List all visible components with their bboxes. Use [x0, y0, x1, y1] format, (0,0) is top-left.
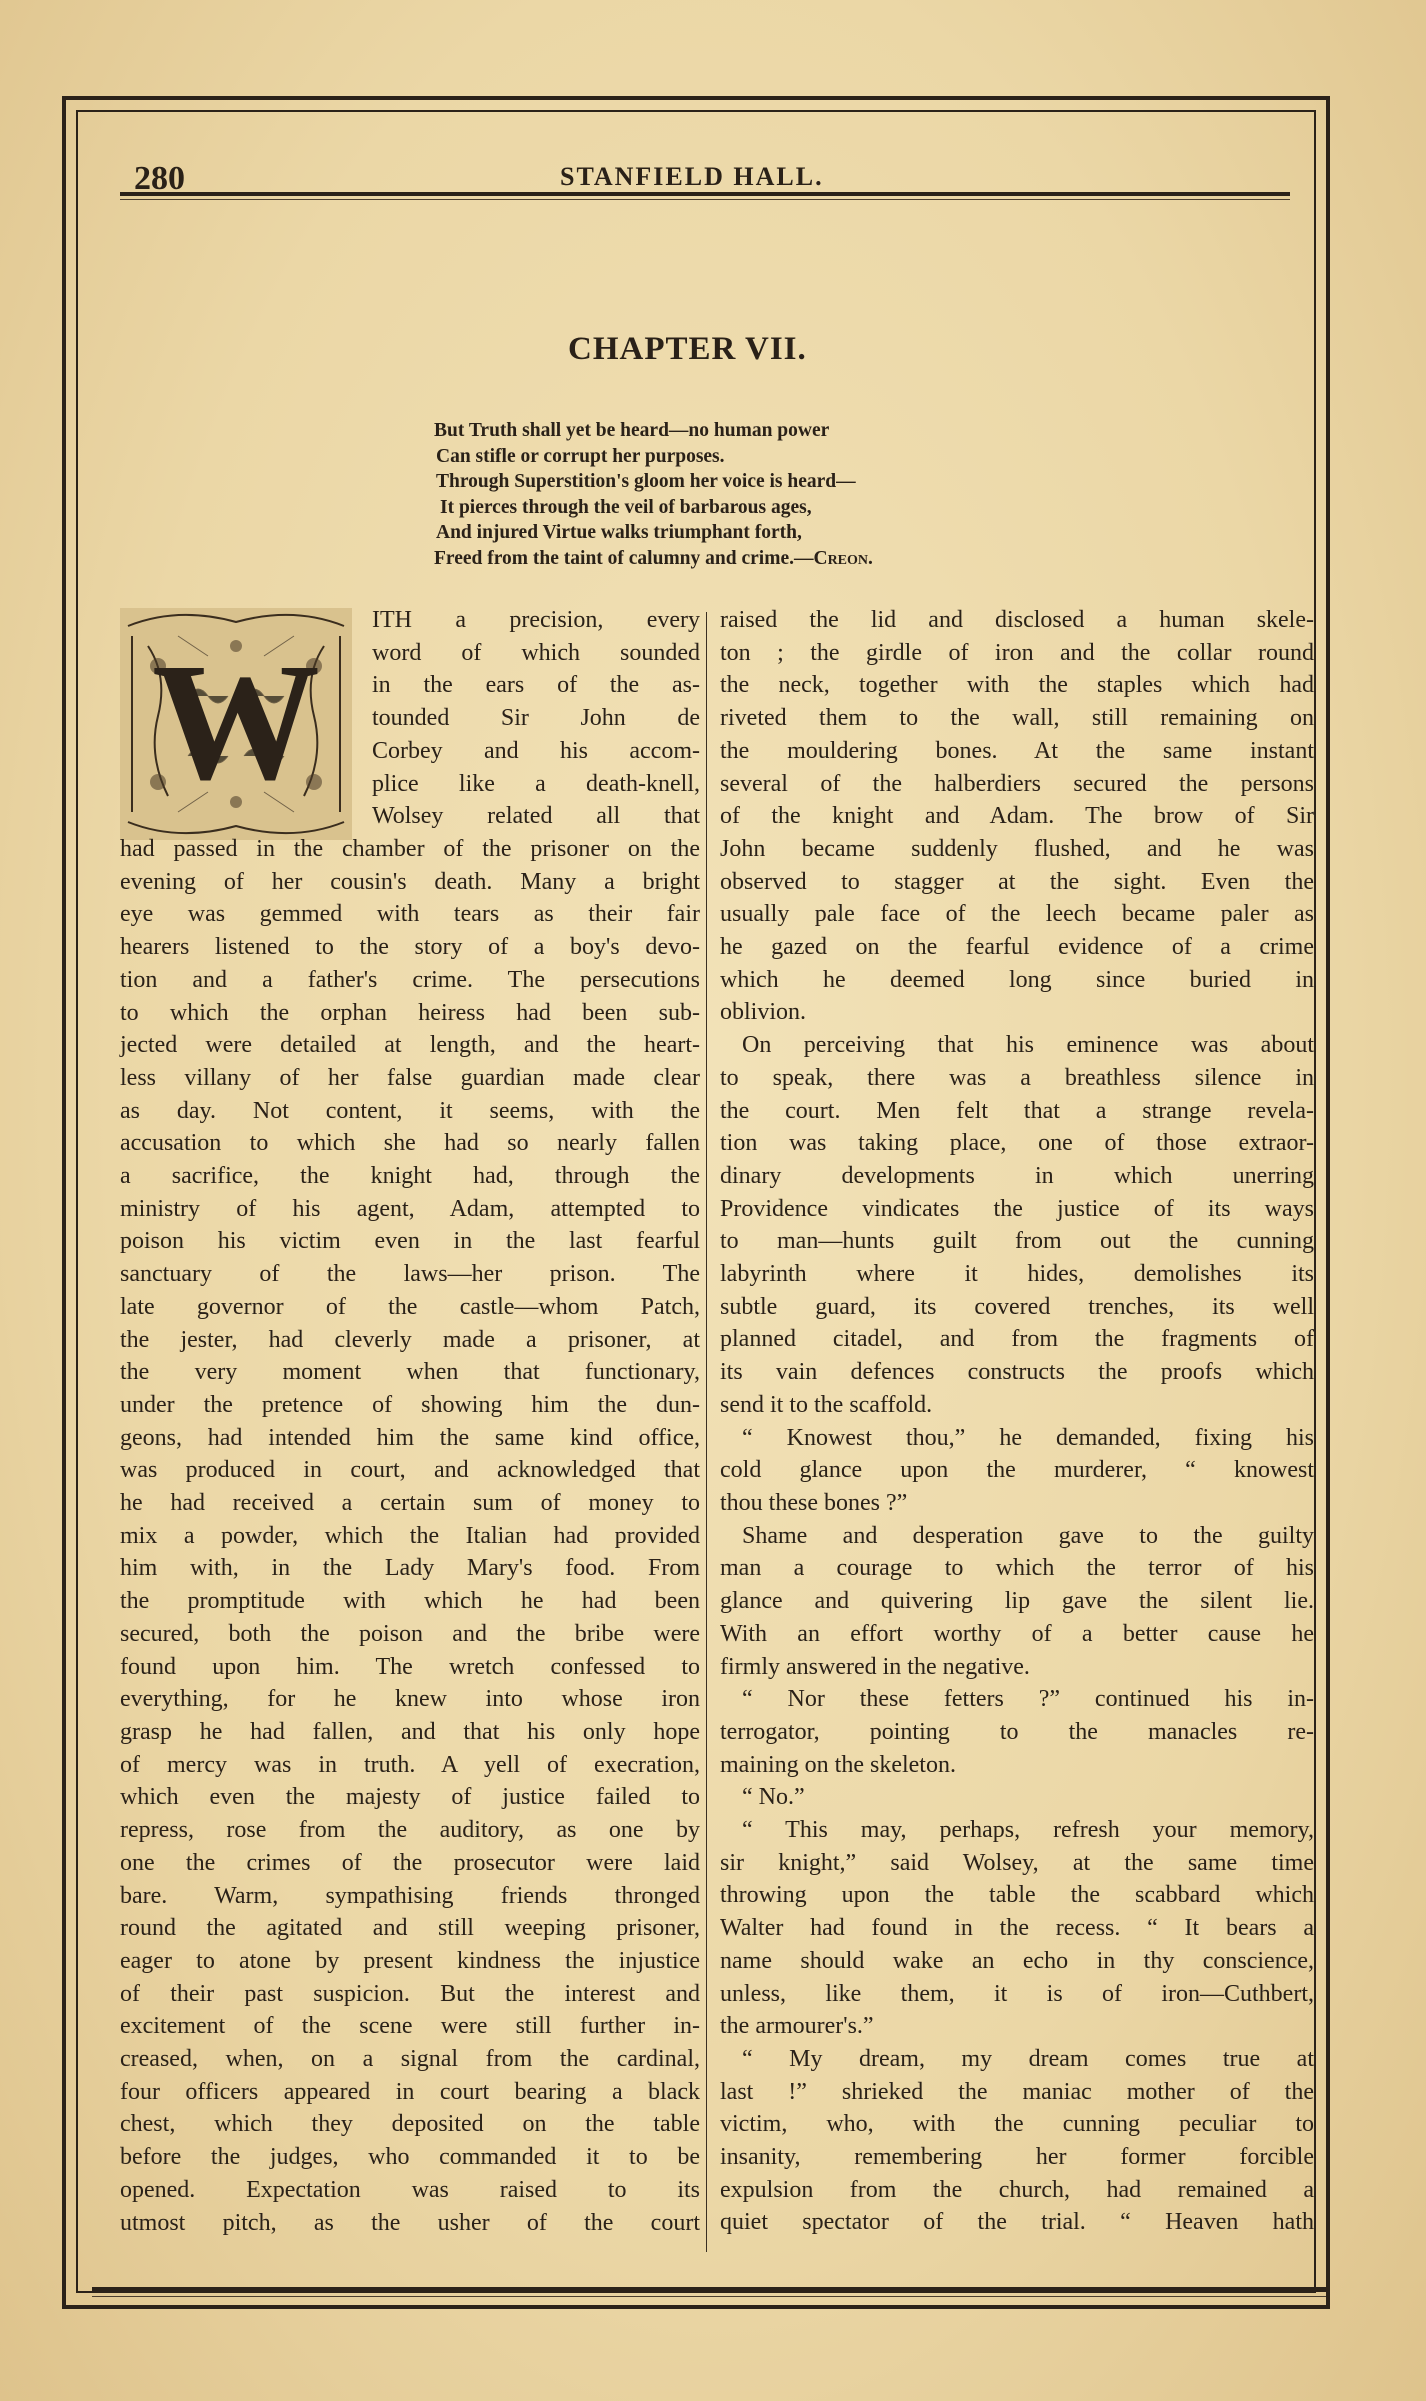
text-line: utmost pitch, as the usher of the court [120, 2209, 700, 2236]
epigraph-line: It pierces through the veil of barbarous ages, [440, 496, 812, 518]
drop-capital [118, 606, 354, 842]
text-line: terrogator, pointing to the manacles re- [720, 1718, 1314, 1745]
text-line: the mouldering bones. At the same instant [720, 737, 1314, 764]
text-line: before the judges, who commanded it to be [120, 2144, 700, 2171]
text-line: insanity, remembering her former forcible [720, 2144, 1314, 2171]
text-line: John became suddenly flushed, and he was [720, 835, 1314, 862]
drop-capital-letter: W [152, 629, 320, 815]
text-line: the court. Men felt that a strange revela- [720, 1097, 1314, 1124]
text-line: Corbey and his accom- [372, 737, 700, 764]
text-line: to man—hunts guilt from out the cunning [720, 1228, 1314, 1255]
left-column [120, 833, 700, 2239]
epigraph-line: Can stifle or corrupt her purposes. [436, 445, 725, 467]
text-line: victim, who, with the cunning peculiar to [720, 2111, 1314, 2138]
dropcap-adjacent-lines [372, 604, 700, 833]
text-line: maining on the skeleton. [720, 1751, 956, 1778]
text-line: sir knight,” said Wolsey, at the same time [720, 1849, 1314, 1876]
text-line: oblivion. [720, 999, 807, 1026]
text-line: expulsion from the church, had remained a [720, 2176, 1314, 2203]
text-line: of their past suspicion. But the interest and [120, 1980, 700, 2007]
text-line: “ Knowest thou,” he demanded, fixing his [742, 1424, 1314, 1451]
epigraph-line: And injured Virtue walks triumphant forth, [436, 522, 802, 543]
text-line: everything, for he knew into whose iron [120, 1686, 700, 1713]
text-line: as day. Not content, it seems, with the [120, 1097, 700, 1124]
text-line: cold glance upon the murderer, “ knowest [720, 1457, 1314, 1484]
text-line: which he deemed long since buried in [720, 966, 1314, 993]
text-line: which even the majesty of justice failed to [120, 1784, 700, 1811]
text-line: On perceiving that his eminence was about [742, 1032, 1314, 1059]
text-line: a sacrifice, the knight had, through the [120, 1163, 700, 1190]
text-line: sanctuary of the laws—her prison. The [120, 1261, 700, 1288]
text-line: secured, both the poison and the bribe were [120, 1620, 700, 1647]
text-line: bare. Warm, sympathising friends thronged [120, 1882, 700, 1909]
text-line: usually pale face of the leech became paler as [720, 901, 1314, 928]
text-line: round the agitated and still weeping prisoner, [120, 1915, 700, 1942]
text-line: in the ears of the as- [372, 672, 700, 699]
epigraph-line: But Truth shall yet be heard—no human power [434, 420, 830, 441]
text-line: ministry of his agent, Adam, attempted to [120, 1195, 700, 1222]
text-line: evening of her cousin's death. Many a bright [120, 868, 700, 895]
text-line: opened. Expectation was raised to its [120, 2176, 700, 2203]
text-line: tounded Sir John de [372, 705, 700, 732]
header-rule-thin [120, 199, 1290, 200]
text-line: its vain defences constructs the proofs which [720, 1359, 1314, 1386]
text-line: mix a powder, which the Italian had provided [120, 1522, 700, 1549]
text-line: observed to stagger at the sight. Even the [720, 868, 1314, 895]
text-line: “ My dream, my dream comes true at [742, 2045, 1314, 2072]
text-line: him with, in the Lady Mary's food. From [120, 1555, 700, 1582]
text-line: geons, had intended him the same kind office, [120, 1424, 700, 1451]
text-line: throwing upon the table the scabbard which [720, 1882, 1314, 1909]
text-line: of the knight and Adam. The brow of Sir [720, 803, 1314, 830]
text-line: eye was gemmed with tears as their fair [120, 901, 700, 928]
text-line: several of the halberdiers secured the persons [720, 770, 1314, 797]
text-line: poison his victim even in the last fearful [120, 1228, 700, 1255]
text-line: found upon him. The wretch confessed to [120, 1653, 700, 1680]
text-line: firmly answered in the negative. [720, 1653, 1030, 1680]
text-line: repress, rose from the auditory, as one by [120, 1817, 700, 1844]
running-title: STANFIELD HALL. [560, 162, 824, 191]
page-number: 280 [134, 160, 185, 197]
text-line: of mercy was in truth. A yell of execration, [120, 1751, 700, 1778]
text-line: the armourer's.” [720, 2013, 874, 2040]
text-line: word of which sounded [372, 639, 700, 666]
text-line: quiet spectator of the trial. “ Heaven hath [720, 2209, 1314, 2236]
text-line: excitement of the scene were still further in- [120, 2013, 700, 2040]
text-line: was produced in court, and acknowledged that [120, 1457, 700, 1484]
drop-capital-ornament [118, 606, 354, 842]
text-line: creased, when, on a signal from the cardinal, [120, 2046, 700, 2073]
text-line: send it to the scaffold. [720, 1391, 933, 1418]
text-line: late governor of the castle—whom Patch, [120, 1293, 700, 1320]
text-line: ton ; the girdle of iron and the collar round [720, 639, 1314, 666]
epigraph-line: Through Superstition's gloom her voice is heard— [436, 471, 856, 492]
text-line: hearers listened to the story of a boy's devo- [120, 934, 700, 961]
text-line: to speak, there was a breathless silence in [720, 1064, 1314, 1091]
text-line: last !” shrieked the maniac mother of the [720, 2078, 1314, 2105]
text-line: With an effort worthy of a better cause he [720, 1620, 1314, 1647]
text-line: glance and quivering lip gave the silent lie. [720, 1588, 1314, 1615]
text-line: four officers appeared in court bearing a black [120, 2078, 700, 2105]
text-line: Wolsey related all that [372, 803, 700, 830]
text-line: eager to atone by present kindness the injustice [120, 1947, 700, 1974]
text-line: to which the orphan heiress had been sub- [120, 999, 700, 1026]
text-line: the neck, together with the staples which had [720, 672, 1314, 699]
text-line: labyrinth where it hides, demolishes its [720, 1261, 1314, 1288]
text-line: the promptitude with which he had been [120, 1588, 700, 1615]
text-line: dinary developments in which unerring [720, 1162, 1314, 1189]
text-line: Walter had found in the recess. “ It bears a [720, 1915, 1314, 1942]
bottom-rule-thin [92, 2296, 1326, 2297]
text-line: he gazed on the fearful evidence of a crime [720, 934, 1314, 961]
text-line: Providence vindicates the justice of its ways [720, 1195, 1314, 1222]
text-line: the jester, had cleverly made a prisoner, at [120, 1326, 700, 1353]
epigraph-line [434, 546, 1094, 572]
text-line: less villany of her false guardian made clear [120, 1064, 700, 1091]
text-line: “ No.” [742, 1784, 805, 1811]
text-line: “ This may, perhaps, refresh your memory, [742, 1817, 1314, 1844]
text-line: tion and a father's crime. The persecutions [120, 966, 700, 993]
epigraph [434, 418, 1094, 571]
epigraph-author: Creon. [813, 547, 873, 569]
text-line: he had received a certain sum of money to [120, 1490, 700, 1517]
text-line: raised the lid and disclosed a human skele- [720, 607, 1314, 633]
text-line: planned citadel, and from the fragments of [720, 1326, 1314, 1353]
text-line: had passed in the chamber of the prisoner on the [120, 836, 700, 862]
text-line: under the pretence of showing him the dun- [120, 1391, 700, 1418]
text-line: unless, like them, it is of iron—Cuthbert, [720, 1980, 1314, 2007]
text-line: Shame and desperation gave to the guilty [742, 1522, 1314, 1549]
text-line: jected were detailed at length, and the heart- [120, 1032, 700, 1059]
text-line: tion was taking place, one of those extraor- [720, 1130, 1314, 1157]
text-line: man a courage to which the terror of his [720, 1555, 1314, 1582]
text-line: plice like a death-knell, [372, 770, 700, 797]
text-line: one the crimes of the prosecutor were laid [120, 1849, 700, 1876]
text-line: chest, which they deposited on the table [120, 2111, 700, 2138]
text-line: ITH a precision, every [372, 607, 700, 633]
text-line: name should wake an echo in thy conscience, [720, 1947, 1314, 1974]
text-line: “ Nor these fetters ?” continued his in- [742, 1686, 1314, 1713]
right-column [720, 604, 1314, 2239]
epigraph-last-line: Freed from the taint of calumny and crime.— [434, 547, 814, 569]
header-rule [120, 192, 1290, 196]
text-line: grasp he had fallen, and that his only hope [120, 1718, 700, 1745]
text-line: the very moment when that functionary, [120, 1359, 700, 1386]
column-divider [706, 612, 707, 2252]
chapter-title: CHAPTER VII. [568, 331, 807, 367]
text-line: riveted them to the wall, still remaining on [720, 705, 1314, 732]
text-line: thou these bones ?” [720, 1489, 908, 1516]
text-line: accusation to which she had so nearly fallen [120, 1130, 700, 1157]
bottom-rule [92, 2287, 1326, 2292]
text-line: subtle guard, its covered trenches, its well [720, 1293, 1314, 1320]
